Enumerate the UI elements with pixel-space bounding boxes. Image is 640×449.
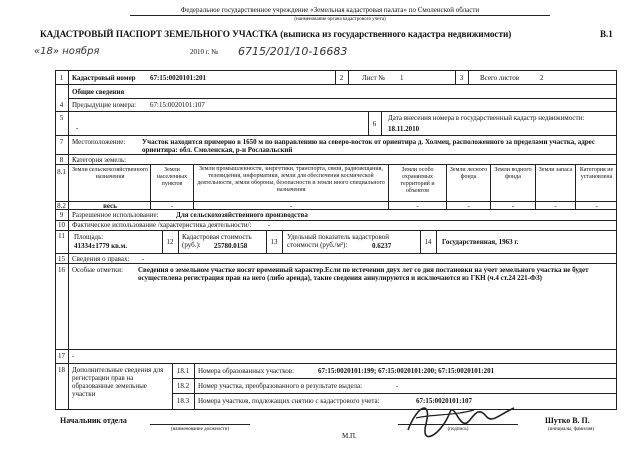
- row13-num: 13: [270, 238, 278, 246]
- additional-info-label: Дополнительные сведения для регистрации прав на образованные земельные участки: [72, 366, 164, 398]
- location-value: Участок находится примерно в 1650 м по направлению на северо-восток от ориентира д. Холмец, расположенного за пределами участка, адрес ориентира: обл. Смоленская, р-н Рославльский: [142, 138, 595, 154]
- removed-lots-label: Номера участков, подлежащих снятию с кадастрового учета:: [198, 397, 380, 405]
- row81-num: 8.1: [57, 168, 66, 176]
- row182-num: 18.2: [176, 382, 190, 390]
- cost-label: Кадастровая стоимость (руб.):: [182, 233, 252, 249]
- sheet-label: Лист №: [362, 74, 386, 82]
- row9-num: 9: [59, 211, 64, 219]
- date-entered-label: Дата внесения номера в государственный кадастр недвижимости:: [388, 114, 585, 122]
- row6-num: 6: [372, 120, 377, 128]
- special-marks-value: Сведения о земельном участке носят временный характер.Если по истечении двух лет со дня постановки на учет земельного участка не будет осуществлена регистрация прав на него (либо аренда), такие сведения аннулируются и исключаются из ГКН (ч.4 ст.24 221-ФЗ): [138, 266, 589, 282]
- row18-num: 18: [58, 366, 65, 374]
- row17-num: 17: [58, 352, 65, 360]
- row8-num: 8: [59, 156, 64, 164]
- row3-num: 3: [459, 74, 464, 82]
- transformed-lot-value: -: [396, 382, 399, 390]
- row5-num: 5: [59, 114, 64, 122]
- area-label: Площадь:: [74, 233, 104, 241]
- row16-num: 16: [58, 266, 65, 274]
- total-sheets-label: Всего листов: [480, 74, 520, 82]
- category-industry: Земли промышленности, энергетики, транспорта, связи, радиовещания, телевидения, информатики, земли для обеспечения космической деятельности, земли обороны, безопасности и земли иного специального назначения: [197, 166, 385, 193]
- value-reserve: -: [554, 202, 557, 210]
- location-label: Местоположение:: [72, 138, 126, 146]
- row14-num: 14: [424, 238, 432, 246]
- value-industry: -: [289, 202, 293, 210]
- row183-num: 18.3: [176, 397, 190, 405]
- value-settlements: -: [170, 202, 174, 210]
- category-water: Земли водного фонда: [494, 167, 532, 180]
- row4-num: 4: [59, 101, 64, 109]
- row7-num: 7: [59, 138, 64, 146]
- rights-label: Сведения о правах:: [72, 255, 130, 263]
- year-text: 2010 г. №: [190, 48, 219, 56]
- formed-lots-label: Номера образованных участков:: [198, 367, 295, 375]
- actual-use-label: Фактическое использование /характеристика деятельности/:: [72, 221, 252, 229]
- rights-value: -: [142, 255, 145, 263]
- formed-lots-value: 67:15:0020101:199; 67:15:0020101:200; 67:15:0020101:201: [318, 367, 495, 375]
- specific-cost-label: Удельный показатель кадастровой стоимости (руб./м²):: [287, 233, 390, 249]
- land-category-label: Категория земель:: [72, 156, 127, 164]
- prev-numbers-value: 67:15:0020101:107: [150, 101, 205, 109]
- row10-num: 10: [58, 221, 65, 229]
- chief-caption: (наименование должности): [170, 427, 230, 432]
- value-protected: -: [416, 202, 419, 210]
- sheet-value: 1: [400, 74, 404, 82]
- chief-label: Начальник отдела: [60, 416, 127, 425]
- org-name: Федеральное государственное учреждение «Земельная кадастровая палата» по Смоленской области: [180, 6, 480, 14]
- handwritten-date: «18» ноября: [34, 46, 100, 57]
- category-settlements: Земли населенных пунктов: [156, 167, 188, 187]
- removed-lots-value: 67:15:0020101:107: [416, 397, 472, 405]
- value-forest: -: [467, 202, 470, 210]
- area-value: 41334±1779 кв.м.: [74, 242, 128, 250]
- row11-num: 11: [58, 232, 65, 240]
- total-sheets-value: 2: [540, 74, 544, 82]
- form-code: В.1: [600, 29, 613, 39]
- stamp-place: М.П.: [342, 432, 357, 440]
- category-agri: Земли сельскохозяйственного назначения: [71, 167, 149, 180]
- category-reserve: Земли запаса: [538, 167, 573, 173]
- kad-number-value: 67:15:0020101:201: [150, 74, 206, 82]
- row15-num: 15: [58, 255, 65, 263]
- row181-num: 18.1: [176, 367, 190, 375]
- row5-dash: -: [76, 124, 79, 132]
- general-heading: Общие сведения: [72, 88, 125, 96]
- prev-numbers-label: Предыдущие номера:: [72, 101, 137, 109]
- signature-icon: [402, 394, 522, 440]
- officer-name: Шутко В. П.: [545, 416, 590, 425]
- row12-num: 12: [166, 238, 174, 246]
- value-unset: -: [595, 202, 598, 210]
- handwritten-number: 6715/201/10-16683: [238, 45, 348, 58]
- kad-number-label: Кадастровый номер: [72, 74, 136, 82]
- category-forest: Земли лесного фонда: [449, 167, 488, 180]
- date-entered-value: 18.11.2010: [388, 125, 420, 133]
- specific-cost-value: 0.6237: [372, 242, 392, 250]
- page-title: КАДАСТРОВЫЙ ПАСПОРТ ЗЕМЕЛЬНОГО УЧАСТКА (выписка из государственного кадастра недвижимости): [40, 29, 512, 39]
- permitted-use-label: Разрешенное использование:: [72, 211, 159, 219]
- row17-value: -: [72, 352, 75, 360]
- value-agri: весь: [103, 202, 117, 210]
- value-water: -: [511, 202, 515, 210]
- cost-value: 25780.0158: [214, 242, 248, 250]
- transformed-lot-label: Номер участка, преобразованного в результате выдела:: [198, 382, 363, 390]
- officer-name-caption: (инициалы, фамилия): [548, 427, 595, 432]
- category-protected: Земли особо охраняемых территорий и объектов: [400, 167, 435, 194]
- row82-num: 8.2: [57, 202, 66, 210]
- row1-num: 1: [59, 74, 64, 82]
- org-caption: (наименование органа кадастрового учета): [294, 17, 386, 22]
- signature-caption: (подпись): [447, 427, 469, 432]
- permitted-use-value: Для сельскохозяйственного производства: [176, 211, 308, 219]
- actual-use-value: -: [268, 221, 271, 229]
- row2-num: 2: [339, 74, 344, 82]
- special-marks-label: Особые отметки:: [72, 266, 123, 274]
- category-unset: Категория не установлена: [579, 167, 614, 180]
- ownership-value: Государственная, 1963 г.: [442, 238, 519, 246]
